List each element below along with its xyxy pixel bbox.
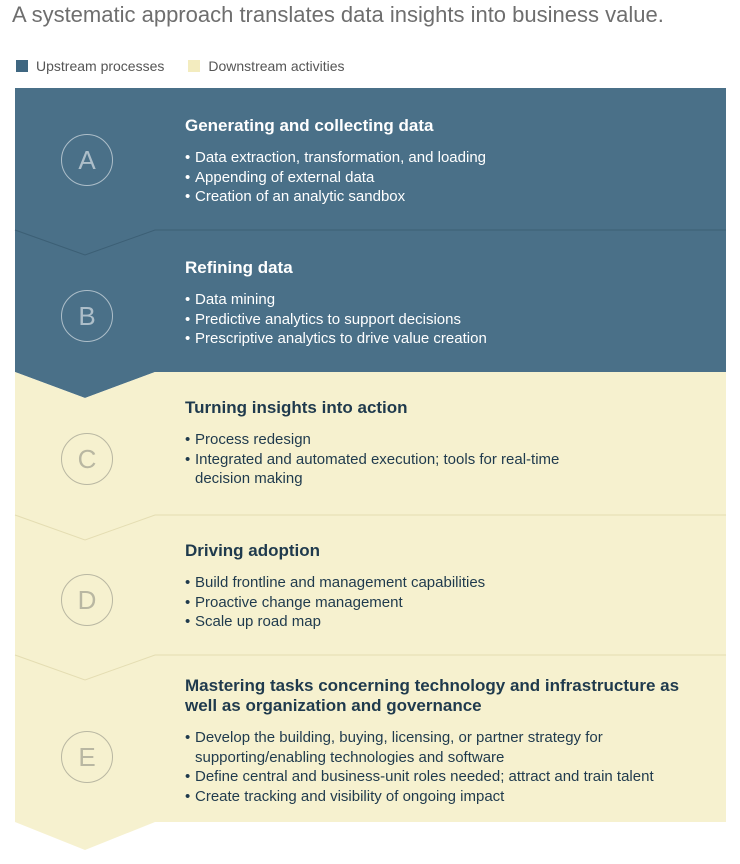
step-a-bullet: • Appending of external data	[185, 168, 725, 188]
step-e-letter-circle: E	[61, 731, 113, 783]
step-b-content	[185, 258, 725, 349]
step-b-bullet: • Prescriptive analytics to drive value creation	[185, 329, 725, 349]
step-d	[0, 515, 740, 655]
step-d-content	[185, 541, 725, 632]
step-c-letter-circle: C	[61, 433, 113, 485]
legend-label-downstream: Downstream activities	[208, 58, 345, 74]
step-e-bullet: • Define central and business-unit roles needed; attract and train talent	[185, 767, 705, 787]
step-c	[0, 372, 740, 515]
step-a-bullet: • Data extraction, transformation, and loading	[185, 148, 725, 168]
step-d-bullet: • Build frontline and management capabilities	[185, 573, 725, 593]
step-b-bullet: • Predictive analytics to support decisions	[185, 310, 725, 330]
step-e-bullet: • Develop the building, buying, licensing, or partner strategy for supporting/enabling technologies and software	[185, 728, 705, 767]
step-e	[0, 655, 740, 822]
step-b-bullet: • Data mining	[185, 290, 725, 310]
step-d-heading: Driving adoption	[185, 541, 321, 560]
step-a-heading: Generating and collecting data	[185, 116, 434, 135]
step-d-bullet: • Scale up road map	[185, 612, 725, 632]
step-c-content	[185, 398, 615, 489]
step-a-bullets	[185, 148, 725, 207]
step-a	[0, 88, 740, 230]
step-d-bullets	[185, 573, 725, 632]
step-c-bullet: • Integrated and automated execution; tools for real-time decision making	[185, 450, 615, 489]
step-b	[0, 230, 740, 372]
page-title: A systematic approach translates data insights into business value.	[12, 2, 664, 27]
step-b-heading: Refining data	[185, 258, 293, 277]
legend-label-upstream: Upstream processes	[36, 58, 165, 74]
step-d-letter-circle: D	[61, 574, 113, 626]
step-b-letter-circle: B	[61, 290, 113, 342]
step-e-content	[185, 676, 705, 806]
step-e-bullets	[185, 728, 705, 806]
step-c-heading: Turning insights into action	[185, 398, 408, 417]
step-e-heading: Mastering tasks concerning technology and infrastructure as well as organization and governance	[185, 676, 680, 715]
step-a-content	[185, 116, 725, 207]
step-c-bullets	[185, 430, 615, 489]
step-c-bullet: • Process redesign	[185, 430, 615, 450]
step-a-letter-circle: A	[61, 134, 113, 186]
step-b-bullets	[185, 290, 725, 349]
step-e-bullet: • Create tracking and visibility of ongoing impact	[185, 787, 705, 807]
step-a-bullet: • Creation of an analytic sandbox	[185, 187, 725, 207]
step-d-bullet: • Proactive change management	[185, 593, 725, 613]
